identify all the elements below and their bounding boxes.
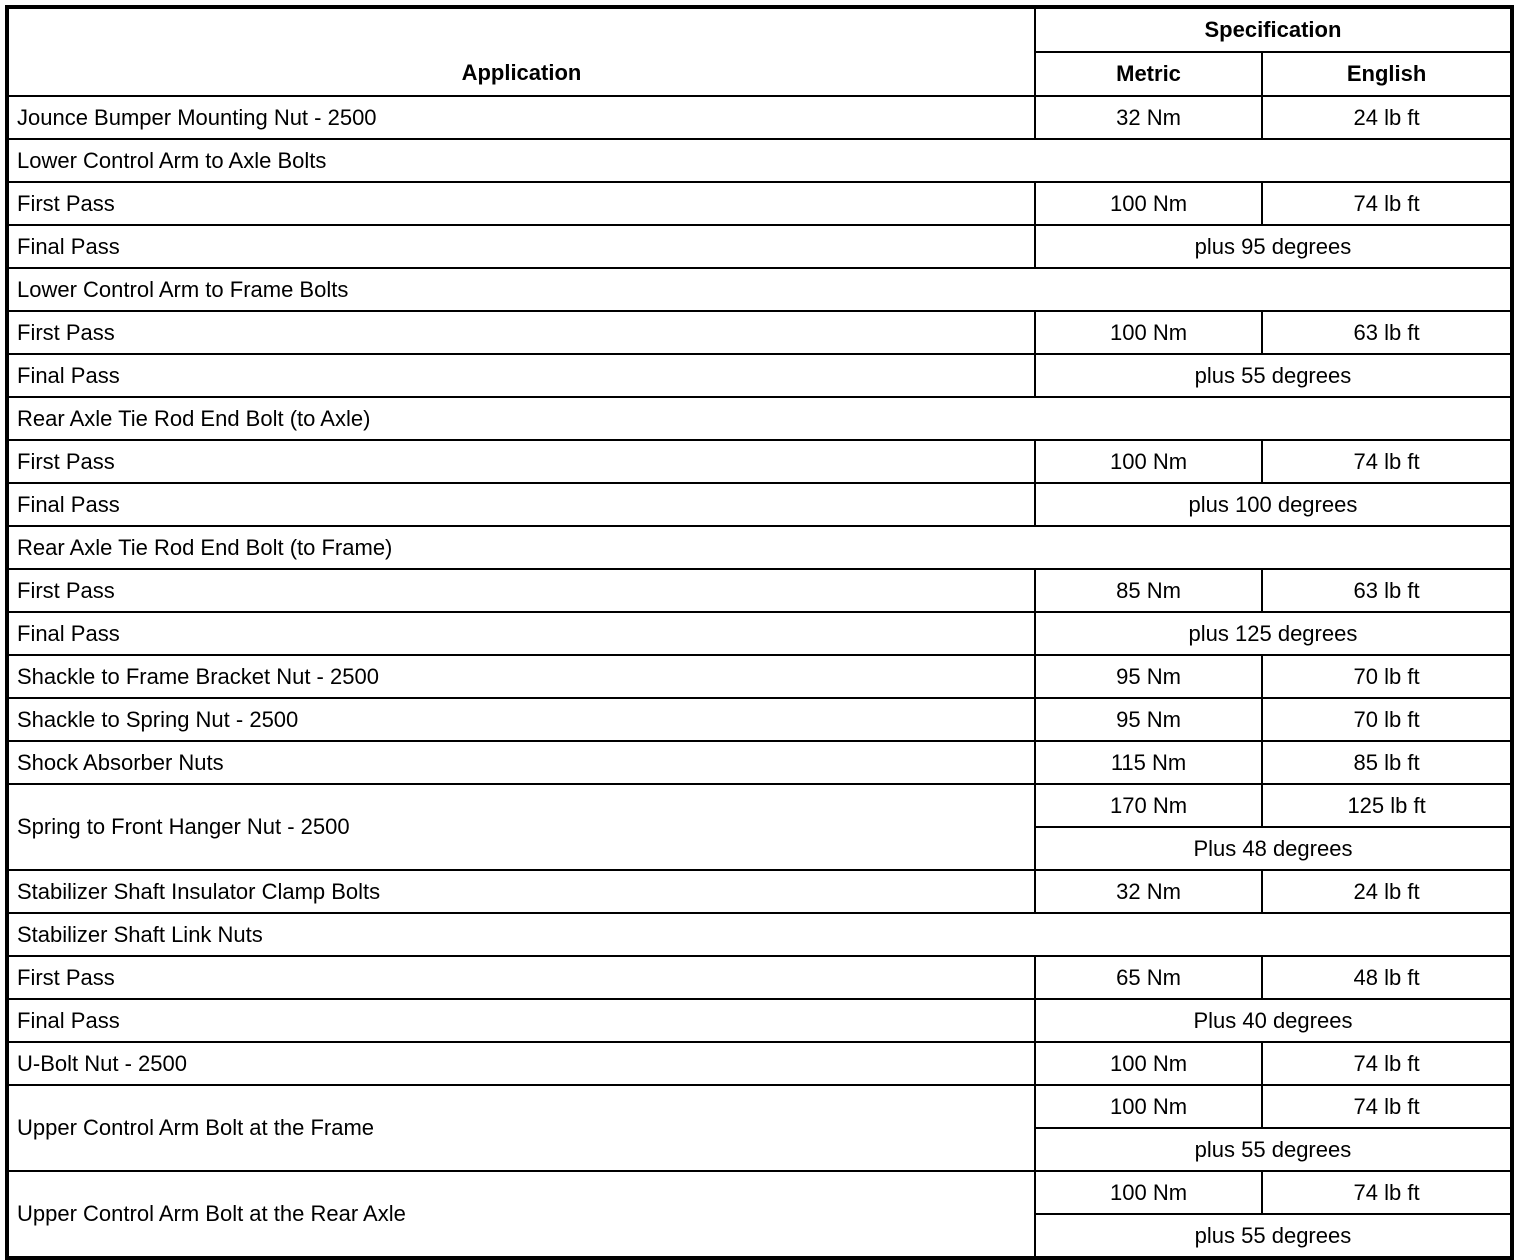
table-row [7, 698, 1512, 741]
value-cell: plus 55 degrees [1035, 1128, 1512, 1171]
application-cell: Final Pass [7, 483, 1035, 526]
table-row [7, 999, 1512, 1042]
value-cell: 32 Nm [1035, 96, 1262, 139]
value-cell: 63 lb ft [1262, 569, 1512, 612]
application-cell: Jounce Bumper Mounting Nut - 2500 [7, 96, 1035, 139]
value-cell: Plus 40 degrees [1035, 999, 1512, 1042]
header-row-specification [7, 7, 1512, 52]
table-row [7, 182, 1512, 225]
value-cell: plus 95 degrees [1035, 225, 1512, 268]
application-cell: Rear Axle Tie Rod End Bolt (to Frame) [7, 526, 1512, 569]
application-column-header: Application [7, 7, 1035, 96]
table-row [7, 397, 1512, 440]
value-cell: 95 Nm [1035, 655, 1262, 698]
application-cell: Shackle to Frame Bracket Nut - 2500 [7, 655, 1035, 698]
table-row [7, 483, 1512, 526]
value-cell: 170 Nm [1035, 784, 1262, 827]
value-cell: 63 lb ft [1262, 311, 1512, 354]
table-row [7, 956, 1512, 999]
application-cell: Final Pass [7, 999, 1035, 1042]
table-row [7, 139, 1512, 182]
table-row [7, 741, 1512, 784]
english-column-header: English [1262, 52, 1512, 96]
value-cell: 24 lb ft [1262, 870, 1512, 913]
application-cell: Stabilizer Shaft Link Nuts [7, 913, 1512, 956]
application-cell: Shock Absorber Nuts [7, 741, 1035, 784]
application-cell: Shackle to Spring Nut - 2500 [7, 698, 1035, 741]
value-cell: 74 lb ft [1262, 1042, 1512, 1085]
value-cell: plus 55 degrees [1035, 354, 1512, 397]
table-header [7, 7, 1512, 96]
value-cell: 32 Nm [1035, 870, 1262, 913]
value-cell: 65 Nm [1035, 956, 1262, 999]
table-row [7, 655, 1512, 698]
value-cell: 95 Nm [1035, 698, 1262, 741]
value-cell: 70 lb ft [1262, 698, 1512, 741]
application-cell: Spring to Front Hanger Nut - 2500 [7, 784, 1035, 870]
value-cell: 85 Nm [1035, 569, 1262, 612]
table-row [7, 1171, 1512, 1214]
value-cell: 115 Nm [1035, 741, 1262, 784]
application-cell: Upper Control Arm Bolt at the Frame [7, 1085, 1035, 1171]
value-cell: 100 Nm [1035, 182, 1262, 225]
table-row [7, 268, 1512, 311]
application-cell: Final Pass [7, 225, 1035, 268]
application-cell: Upper Control Arm Bolt at the Rear Axle [7, 1171, 1035, 1258]
table-row [7, 440, 1512, 483]
value-cell: 70 lb ft [1262, 655, 1512, 698]
application-cell: Rear Axle Tie Rod End Bolt (to Axle) [7, 397, 1512, 440]
value-cell: plus 55 degrees [1035, 1214, 1512, 1258]
table-row [7, 1085, 1512, 1128]
table-row [7, 311, 1512, 354]
application-cell: Lower Control Arm to Frame Bolts [7, 268, 1512, 311]
application-cell: First Pass [7, 956, 1035, 999]
value-cell: 100 Nm [1035, 311, 1262, 354]
fastener-spec-table [5, 5, 1514, 1260]
table-row [7, 96, 1512, 139]
value-cell: plus 125 degrees [1035, 612, 1512, 655]
application-cell: First Pass [7, 311, 1035, 354]
value-cell: Plus 48 degrees [1035, 827, 1512, 870]
application-cell: Final Pass [7, 612, 1035, 655]
application-cell: First Pass [7, 182, 1035, 225]
value-cell: 48 lb ft [1262, 956, 1512, 999]
value-cell: 100 Nm [1035, 1042, 1262, 1085]
table-row [7, 784, 1512, 827]
metric-column-header: Metric [1035, 52, 1262, 96]
value-cell: 100 Nm [1035, 1171, 1262, 1214]
specification-column-header: Specification [1035, 7, 1512, 52]
value-cell: plus 100 degrees [1035, 483, 1512, 526]
value-cell: 100 Nm [1035, 1085, 1262, 1128]
table-row [7, 526, 1512, 569]
value-cell: 74 lb ft [1262, 1171, 1512, 1214]
spec-table-body [7, 96, 1512, 1258]
value-cell: 85 lb ft [1262, 741, 1512, 784]
application-cell: Stabilizer Shaft Insulator Clamp Bolts [7, 870, 1035, 913]
application-cell: First Pass [7, 440, 1035, 483]
value-cell: 74 lb ft [1262, 440, 1512, 483]
table-row [7, 870, 1512, 913]
value-cell: 74 lb ft [1262, 1085, 1512, 1128]
application-cell: Lower Control Arm to Axle Bolts [7, 139, 1512, 182]
application-cell: First Pass [7, 569, 1035, 612]
table-row [7, 354, 1512, 397]
application-cell: U-Bolt Nut - 2500 [7, 1042, 1035, 1085]
value-cell: 100 Nm [1035, 440, 1262, 483]
table-row [7, 569, 1512, 612]
table-row [7, 913, 1512, 956]
value-cell: 24 lb ft [1262, 96, 1512, 139]
value-cell: 125 lb ft [1262, 784, 1512, 827]
application-cell: Final Pass [7, 354, 1035, 397]
table-row [7, 612, 1512, 655]
table-row [7, 225, 1512, 268]
table-row [7, 1042, 1512, 1085]
value-cell: 74 lb ft [1262, 182, 1512, 225]
